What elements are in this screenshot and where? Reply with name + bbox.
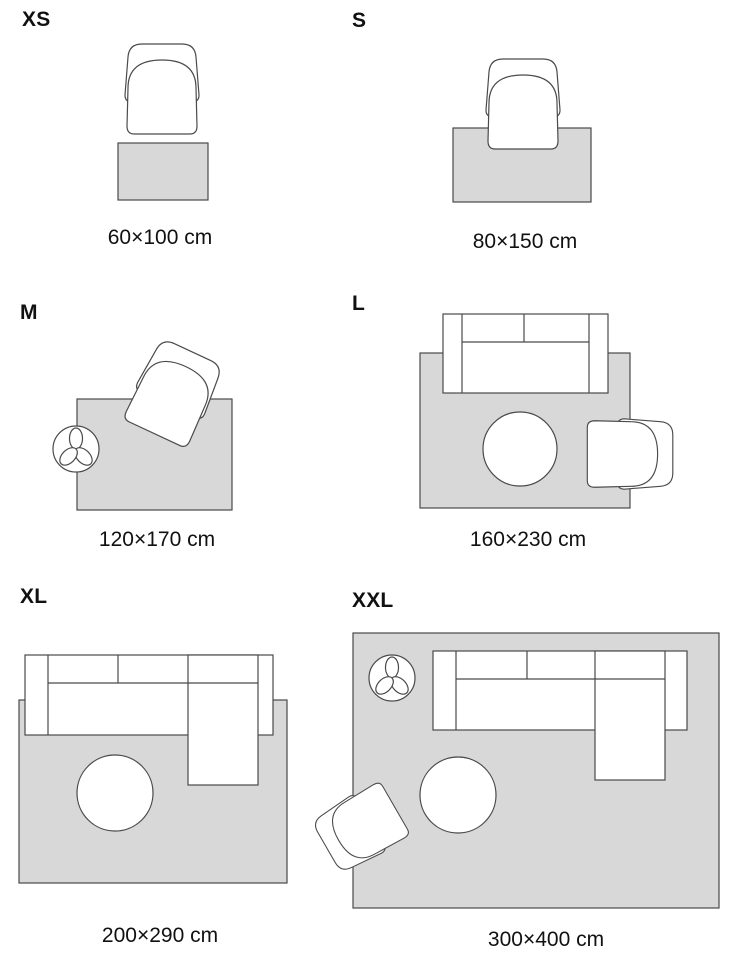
coffee-table-icon (483, 412, 557, 486)
rug-xs (118, 143, 208, 200)
panel-xl-size: 200×290 cm (101, 924, 219, 947)
panel-s-size: 80×150 cm (472, 230, 578, 253)
panel-m-diagram (53, 336, 232, 510)
panel-l-diagram (420, 314, 673, 508)
panel-l-size: 160×230 cm (469, 528, 587, 551)
panel-xl-label: XL (20, 585, 48, 608)
panel-m-size: 120×170 cm (98, 528, 216, 551)
plant-icon (53, 426, 99, 472)
panel-s-diagram (453, 59, 591, 202)
panel-s-label: S (352, 9, 367, 32)
sofa-icon (443, 314, 608, 393)
panel-xxl-diagram (310, 633, 719, 908)
armchair-icon (125, 44, 199, 134)
coffee-table-icon (420, 757, 496, 833)
armchair-icon (486, 59, 560, 149)
panel-l-label: L (352, 292, 366, 315)
panel-xxl-label: XXL (352, 589, 394, 612)
panel-xs-label: XS (22, 8, 51, 31)
panel-xs-diagram (118, 44, 208, 200)
plant-icon (369, 655, 415, 701)
panel-xxl-size: 300×400 cm (487, 928, 605, 951)
coffee-table-icon (77, 755, 153, 831)
panel-xl-diagram (19, 655, 287, 883)
armchair-icon (587, 419, 673, 489)
panel-m-label: M (20, 301, 38, 324)
panel-xs-size: 60×100 cm (107, 226, 213, 249)
